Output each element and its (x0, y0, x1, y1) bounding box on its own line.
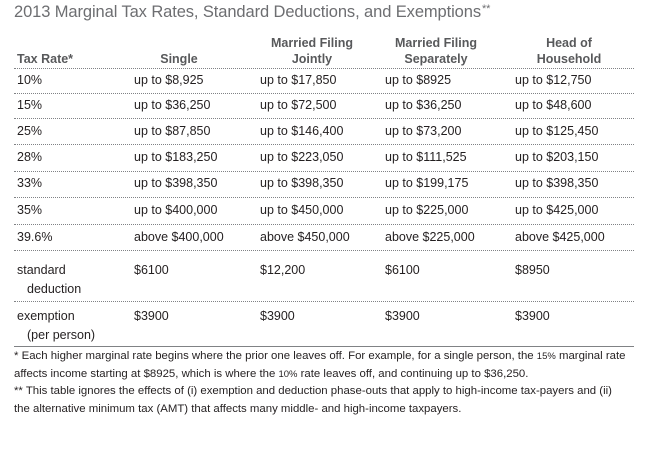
cell-single: up to $400,000 (134, 203, 218, 217)
row-label: 25% (17, 124, 43, 138)
row-divider (14, 171, 634, 172)
cell-single: $3900 (134, 309, 169, 323)
cell-single: up to $8,925 (134, 73, 204, 87)
row-divider (14, 93, 634, 94)
cell-separately: $3900 (385, 309, 420, 323)
footnote-marginal-rate: * Each higher marginal rate begins where the prior one leaves off. For example, for a single person, the 15% marginal rate affects income starting at $8925, which is where the 10% rate leaves off, and continuing up to $36,250. (14, 350, 626, 380)
row-divider (14, 197, 634, 198)
table-header (14, 31, 634, 67)
cell-separately: up to $8925 (385, 73, 452, 87)
row-label: 35% (17, 203, 43, 217)
row-divider (14, 144, 634, 145)
header-single: Single (160, 52, 198, 66)
cell-jointly: up to $146,400 (260, 124, 344, 138)
cell-head-household: up to $12,750 (515, 73, 592, 87)
row-label: 10% (17, 73, 43, 87)
header-tax-rate: Tax Rate* (17, 52, 74, 66)
header-married-jointly: Married Filing Jointly (271, 36, 353, 66)
table-bottom-rule (14, 346, 634, 347)
cell-head-household: up to $48,600 (515, 98, 592, 112)
cell-single: up to $183,250 (134, 150, 218, 164)
cell-head-household: up to $398,350 (515, 176, 599, 190)
header-head-of-household: Head of Household (536, 36, 602, 66)
cell-separately: up to $111,525 (385, 150, 467, 164)
cell-jointly: up to $398,350 (260, 176, 344, 190)
cell-single: $6100 (134, 263, 169, 277)
cell-jointly: up to $223,050 (260, 150, 344, 164)
cell-separately: up to $73,200 (385, 124, 462, 138)
cell-jointly: $12,200 (260, 263, 306, 277)
row-label: 28% (17, 150, 43, 164)
cell-head-household: above $425,000 (515, 230, 605, 244)
cell-head-household: $8950 (515, 263, 550, 277)
row-label: standard deduction (17, 263, 82, 296)
row-label: exemption (per person) (17, 309, 96, 342)
cell-separately: up to $199,175 (385, 176, 469, 190)
cell-single: up to $398,350 (134, 176, 218, 190)
cell-separately: up to $36,250 (385, 98, 462, 112)
cell-separately: $6100 (385, 263, 420, 277)
cell-jointly: $3900 (260, 309, 295, 323)
title-footnote-marks: ** (481, 3, 491, 15)
cell-separately: above $225,000 (385, 230, 475, 244)
row-label: 33% (17, 176, 43, 190)
cell-head-household: $3900 (515, 309, 550, 323)
cell-single: up to $87,850 (134, 124, 211, 138)
cell-jointly: above $450,000 (260, 230, 350, 244)
cell-jointly: up to $450,000 (260, 203, 344, 217)
footnotes (14, 348, 630, 418)
cell-head-household: up to $203,150 (515, 150, 599, 164)
row-divider (14, 224, 634, 225)
row-divider (14, 250, 634, 251)
page-title (14, 3, 490, 22)
row-divider (14, 301, 634, 302)
cell-jointly: up to $17,850 (260, 73, 337, 87)
cell-head-household: up to $425,000 (515, 203, 599, 217)
row-label: 15% (17, 98, 43, 112)
header-married-separately: Married Filing Separately (395, 36, 477, 66)
title-text: 2013 Marginal Tax Rates, Standard Deductions, and Exemptions (14, 3, 481, 21)
cell-separately: up to $225,000 (385, 203, 469, 217)
row-label: 39.6% (17, 230, 53, 244)
cell-jointly: up to $72,500 (260, 98, 337, 112)
cell-single: up to $36,250 (134, 98, 211, 112)
footnote-phase-outs: ** This table ignores the effects of (i) exemption and deduction phase-outs that apply to high-income tax-payers and (ii) the alternative minimum tax (AMT) that affects many middle- and high-income taxpayers. (14, 385, 612, 415)
header-divider (14, 68, 634, 69)
cell-single: above $400,000 (134, 230, 224, 244)
row-divider (14, 118, 634, 119)
cell-head-household: up to $125,450 (515, 124, 599, 138)
